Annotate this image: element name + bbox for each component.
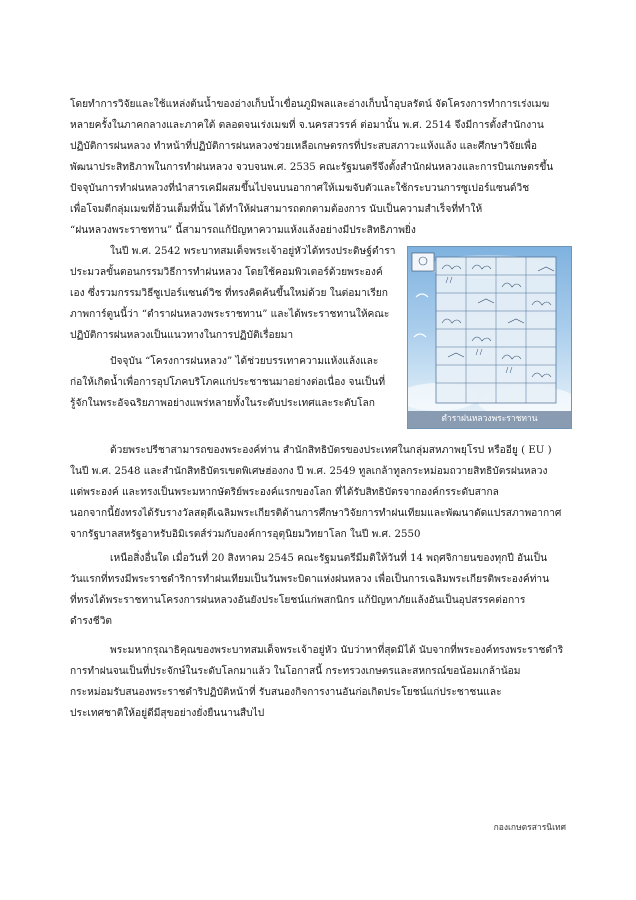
text-line: เอง ซึ่งรวมกรรมวิธีซูเปอร์แซนด์วิช ที่ทรงคิดค้นขึ้นใหม่ด้วย ในต่อมาเรียก	[70, 288, 388, 299]
text-line: ปัจจุบันการทำฝนหลวงที่นำสารเคมีผสมขึ้นไปจนบนอากาศให้เมฆจับตัวและใช้กระบวนการซูเปอร์แซนด์วิช	[70, 183, 530, 194]
text-line: การทำฝนจนเป็นที่ประจักษ์ในระดับโลกมาแล้ว ในโอกาสนี้ กระทรวงเกษตรและสหกรณ์ขอน้อมเกล้าน้อม	[70, 666, 521, 677]
text-line: กระหม่อมรับสนองพระราชดำริปฏิบัติหน้าที่ รับสนองกิจการงานอันก่อเกิดประโยชน์แก่ประชาชนและ	[70, 687, 502, 698]
paragraph-patents	[70, 440, 570, 545]
text-line: ประเทศชาติให้อยู่ดีมีสุขอย่างยั่งยืนนานสืบไป	[70, 708, 265, 719]
text-line: ที่ทรงได้พระราชทานโครงการฝนหลวงอันยังประโยชน์แก่พสกนิกร แก้ปัญหาภัยแล้งอันเป็นอุปสรรคต่อการ	[70, 595, 526, 606]
text-line: หลายครั้งในภาคกลางและภาคใต้ ตลอดจนเร่งเมฆที่ จ.นครสวรรค์ ต่อมานั้น พ.ศ. 2514 จึงมีการตั้งสำนักงาน	[70, 120, 544, 131]
text-line: ด้วยพระปรีชาสามารถของพระองค์ท่าน สำนักสิทธิบัตรของประเทศในกลุ่มสหภาพยุโรป หรืออียู ( EU )	[110, 445, 552, 456]
rain-making-cartoon-image	[408, 247, 571, 428]
text-line: ประมวลขั้นตอนกรรมวิธีการทำฝนหลวง โดยใช้คอมพิวเตอร์ด้วยพระองค์	[70, 267, 383, 278]
text-line: นอกจากนี้ยังทรงได้รับรางวัลสดุดีเฉลิมพระเกียรติด้านการศึกษาวิจัยการทำฝนเทียมและพัฒนาดัดแปรสภาพอากาศ	[70, 508, 562, 519]
rain-textbook-figure	[407, 246, 572, 429]
text-line: ภาพการ์ตูนนี้ว่า “ตำราฝนหลวงพระราชทาน” และได้พระราชทานให้คณะ	[70, 309, 390, 320]
text-line: พัฒนาประสิทธิภาพในการทำฝนหลวง จวบจนพ.ศ. 2535 คณะรัฐมนตรีจึงตั้งสำนักฝนหลวงและการบินเกษตรขึ้น	[70, 162, 554, 173]
text-line: โดยทำการวิจัยและใช้แหล่งต้นน้ำของอ่างเก็บน้ำเขื่อนภูมิพลและอ่างเก็บน้ำอุบลรัตน์ จัดโครงการทำการเร่งเมฆ	[70, 99, 550, 110]
text-line: ดำรงชีวิต	[70, 616, 113, 627]
paragraph-intro	[70, 94, 570, 241]
text-line: ปัจจุบัน “โครงการฝนหลวง” ได้ช่วยบรรเทาความแห้งแล้งและ	[110, 356, 379, 367]
paragraph-gratitude	[70, 640, 570, 724]
text-line: เพื่อโจมตีกลุ่มเมฆที่อ้วนเต็มที่นั้น ได้ทำให้ฝนสามารถตกตามต้องการ นับเป็นความสำเร็จที่ทำให้	[70, 204, 483, 215]
figure-caption: ตำราฝนหลวงพระราชทาน	[408, 411, 571, 428]
text-line: แด่พระองค์ และทรงเป็นพระมหากษัตริย์พระองค์แรกของโลก ที่ได้รับสิทธิบัตรจากองค์กรระดับสากล	[70, 487, 499, 498]
paragraph-project	[70, 351, 398, 414]
paragraph-textbook	[70, 241, 398, 346]
paragraph-father-day	[70, 548, 570, 632]
footer-source: กองเกษตรสารนิเทศ	[493, 823, 566, 833]
text-line: ปฏิบัติการฝนหลวงเป็นแนวทางในการปฏิบัติเรื่อยมา	[70, 330, 294, 341]
text-line: ปฏิบัติการฝนหลวง ทำหน้าที่ปฏิบัติการฝนหลวงช่วยเหลือเกษตรกรที่ประสบสภาวะแห้งแล้ง และศึกษาวิจัยเพื่อ	[70, 141, 537, 152]
text-line: ในปี พ.ศ. 2542 พระบาทสมเด็จพระเจ้าอยู่หัวได้ทรงประดิษฐ์ตำรา	[110, 246, 396, 257]
text-line: ในปี พ.ศ. 2548 และสำนักสิทธิบัตรเขตพิเศษฮ่องกง ปี พ.ศ. 2549 ทูลเกล้าทูลกระหม่อมถวายสิทธิบัตรฝนหลวง	[70, 466, 548, 477]
text-line: “ฝนหลวงพระราชทาน” นี้สามารถแก้ปัญหาความแห้งแล้งอย่างมีประสิทธิภาพยิ่ง	[70, 225, 416, 236]
text-line: พระมหากรุณาธิคุณของพระบาทสมเด็จพระเจ้าอยู่หัว นับว่าหาที่สุดมิได้ นับจากที่พระองค์ทรงพระราชดำริ	[110, 645, 564, 656]
text-line: เหนือสิ่งอื่นใด เมื่อวันที่ 20 สิงหาคม 2545 คณะรัฐมนตรีมีมติให้วันที่ 14 พฤศจิกายนของทุกปี อันเป็น	[110, 553, 548, 564]
text-line: วันแรกที่ทรงมีพระราชดำริการทำฝนเทียมเป็นวันพระบิดาแห่งฝนหลวง เพื่อเป็นการเฉลิมพระเกียรติพระองค์ท่าน	[70, 574, 550, 585]
text-line: จากรัฐบาลสหรัฐอาหรับอิมิเรตส์ร่วมกับองค์การอุตุนิยมวิทยาโลก ในปี พ.ศ. 2550	[70, 529, 421, 540]
text-line: ก่อให้เกิดน้ำเพื่อการอุปโภคบริโภคแก่ประชาชนมาอย่างต่อเนื่อง จนเป็นที่	[70, 377, 386, 388]
text-line: รู้จักในพระอัจฉริยภาพอย่างแพร่หลายทั้งในระดับประเทศและระดับโลก	[70, 398, 375, 409]
